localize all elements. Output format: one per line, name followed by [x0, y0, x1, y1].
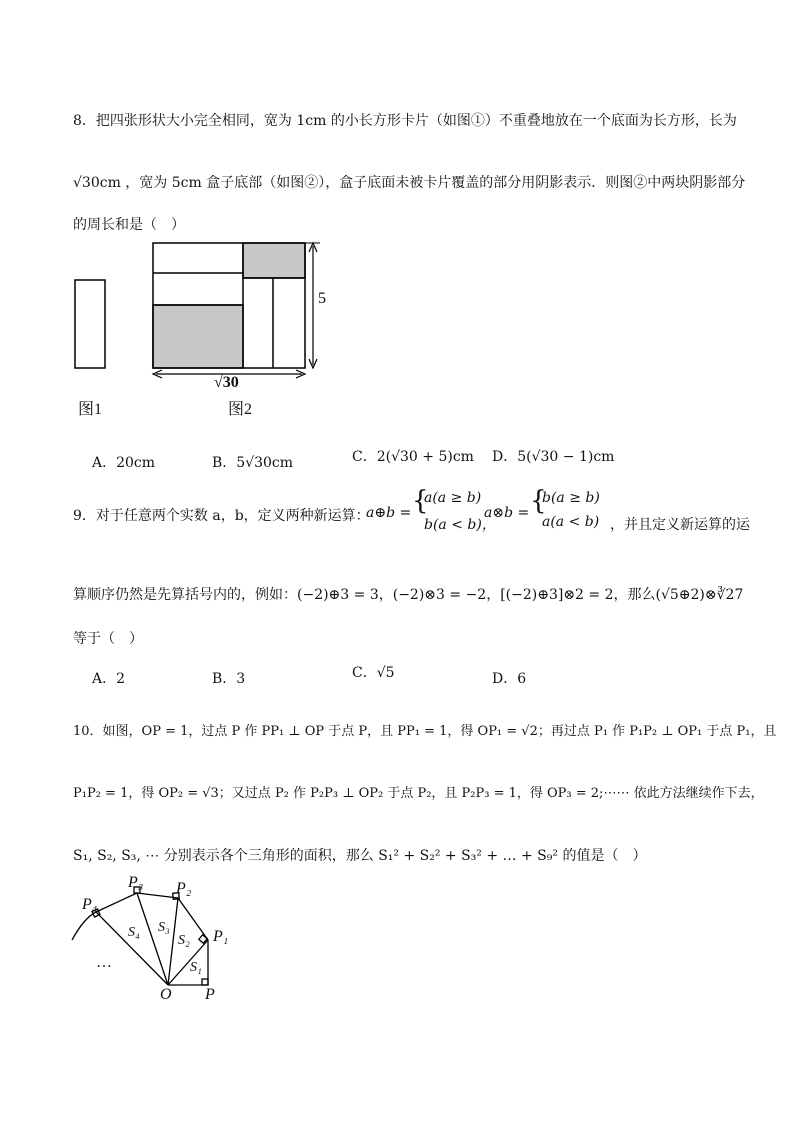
area-S2: S₂	[178, 933, 190, 948]
q9-option-a[interactable]: A．2	[92, 671, 126, 687]
def2-brace: {	[530, 486, 547, 516]
continuation-dots: …	[96, 954, 112, 971]
def1-brace: {	[412, 486, 429, 516]
q8-figure-1	[75, 280, 105, 368]
point-P1: P₁	[213, 928, 229, 945]
q10-line-2: P₁P₂ = 1，得 OP₂ = √3；又过点 P₂ 作 P₂P₃ ⊥ OP₂ 于点 P₂，且 P₂P₃ = 1，得 OP₃ = 2;⋯⋯ 依此方法继续作下去，	[73, 786, 764, 801]
q8-option-a[interactable]: A．20cm	[92, 455, 156, 471]
q8-option-c[interactable]: C．2(√30 + 5)cm	[352, 449, 474, 465]
point-P: P	[205, 986, 215, 1003]
q8-line-3: 的周长和是（ ）	[73, 217, 185, 233]
q9-line-1: 9．对于任意两个实数 a，b，定义两种新运算：	[73, 508, 370, 524]
point-O: O	[160, 986, 172, 1003]
height-label: 5	[318, 290, 326, 307]
point-P4: P₄	[82, 896, 98, 913]
q8-option-d[interactable]: D．5(√30 − 1)cm	[492, 449, 615, 465]
q8-figure-2	[153, 243, 320, 378]
def2-case1: b(a ≥ b)	[542, 490, 600, 506]
q10-line-1: 10．如图，OP = 1，过点 P 作 PP₁ ⊥ OP 于点 P，且 PP₁ = 1，得 OP₁ = √2；再过点 P₁ 作 P₁P₂ ⊥ OP₁ 于点 P₁，且	[73, 724, 777, 739]
point-P3: P₃	[128, 874, 144, 891]
fig1-label: 图1	[78, 401, 103, 418]
q9-line-2: 算顺序仍然是先算括号内的，例如：(−2)⊕3 = 3，(−2)⊗3 = −2，[(−2)⊕3]⊗2 = 2，那么(√5⊕2)⊗∛27	[73, 587, 744, 603]
def2-lhs: a⊗b =	[484, 505, 530, 521]
q9-line-3: 等于（ ）	[73, 631, 143, 647]
area-S1: S₁	[190, 960, 202, 975]
q9-option-c[interactable]: C．√5	[352, 665, 395, 681]
def1-lhs: a⊕b =	[366, 505, 412, 521]
q9-option-b[interactable]: B．3	[212, 671, 246, 687]
q10-line-3: S₁, S₂, S₃, ⋯ 分别表示各个三角形的面积，那么 S₁² + S₂² + S₃² + … + S₉² 的值是（ ）	[73, 848, 647, 864]
area-S4: S₄	[128, 925, 140, 940]
q9-option-d[interactable]: D．6	[492, 671, 527, 687]
q9-line-1-tail: ，并且定义新运算的运	[610, 517, 750, 533]
fig2-label: 图2	[228, 401, 253, 418]
def2-case2: a(a < b)	[542, 514, 600, 530]
q8-line-2: √30cm ，宽为 5cm 盒子底部（如图②），盒子底面未被卡片覆盖的部分用阴影表示．则图②中两块阴影部分	[73, 175, 746, 191]
def1-case2: b(a < b)，	[424, 517, 496, 533]
q8-line-1: 8．把四张形状大小完全相同，宽为 1cm 的小长方形卡片（如图①）不重叠地放在一个底面为长方形，长为	[73, 113, 737, 129]
q8-option-b[interactable]: B．5√30cm	[212, 455, 294, 471]
def1-case1: a(a ≥ b)	[424, 490, 482, 506]
point-P2: P₂	[176, 880, 192, 897]
area-S3: S₃	[158, 920, 170, 935]
width-label: √30	[214, 374, 239, 391]
